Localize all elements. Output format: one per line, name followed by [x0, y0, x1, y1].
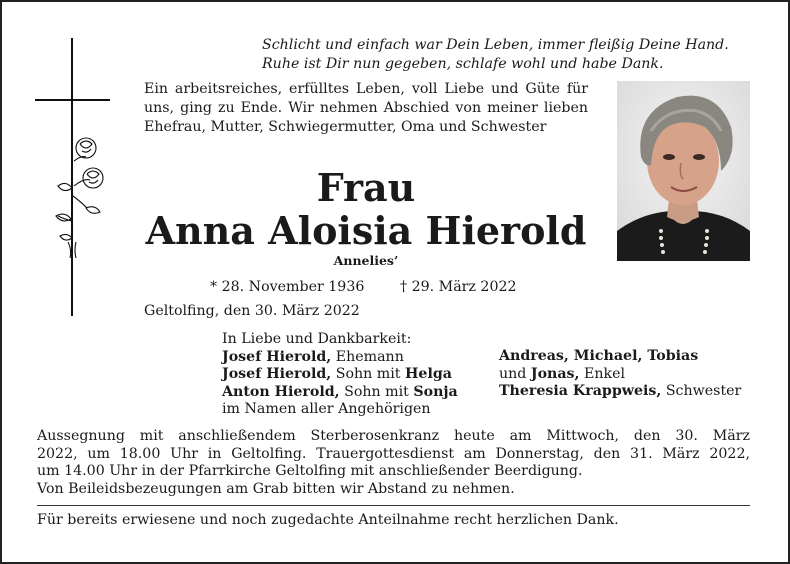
rose-icon [56, 138, 103, 258]
funeral-notice [37, 428, 750, 498]
thanks-line: Für bereits erwiesene und noch zugedachte Anteilnahme recht herzlichen Dank. [37, 512, 619, 528]
mourner-row: Anton Hierold, Sohn mit Sonja [222, 383, 458, 400]
birth-date: * 28. November 1936 [210, 279, 365, 295]
place-date: Geltolfing, den 30. März 2022 [144, 303, 360, 319]
mourner-row: Josef Hierold, Ehemann [222, 348, 404, 365]
portrait-photo [617, 81, 750, 261]
mourners-left [222, 331, 458, 419]
notice-line: Von Beileidsbezeugungen am Grab bitten wir Abstand zu nehmen. [37, 480, 515, 497]
verse-line-2: Ruhe ist Dir nun gegeben, schlafe wohl und habe Dank. [262, 56, 664, 72]
intro-text: Ein arbeitsreiches, erfülltes Leben, voll Liebe und Güte für uns, ging zu Ende. Wir nehmen Abschied von meiner lieben Ehefrau, Mutter, Schwiegermutter, Oma und Schwester [144, 81, 588, 135]
notice-line: um 14.00 Uhr in der Pfarrkirche Geltolfing mit anschließender Beerdigung. [37, 463, 583, 479]
mourner-row: Josef Hierold, Sohn mit Helga [222, 366, 452, 382]
verse-line-1: Schlicht und einfach war Dein Leben, immer fleißig Deine Hand. [262, 37, 729, 53]
mourners-heading: In Liebe und Dankbarkeit: [222, 331, 412, 347]
death-date: † 29. März 2022 [400, 279, 517, 295]
cross-icon [30, 36, 120, 318]
mourners-right [499, 348, 741, 401]
deceased-name: Anna Aloisia Hierold [145, 208, 587, 253]
nickname: Annelies’ [333, 253, 399, 268]
title-frau: Frau [316, 165, 416, 210]
mourner-row: und Jonas, Enkel [499, 365, 626, 382]
notice-line: 2022, um 18.00 Uhr in Geltolfing. Trauergottesdienst am Donnerstag, den 31. März 2022, [37, 445, 750, 462]
mourners-footer: im Namen aller Angehörigen [222, 401, 431, 417]
mourner-row: Theresia Krappweis, Schwester [499, 383, 742, 399]
mourner-row: Andreas, Michael, Tobias [499, 348, 699, 364]
notice-line: Aussegnung mit anschließendem Sterberosenkranz heute am Mittwoch, den 30. März [37, 428, 750, 444]
verse [262, 36, 762, 74]
divider [37, 505, 750, 506]
